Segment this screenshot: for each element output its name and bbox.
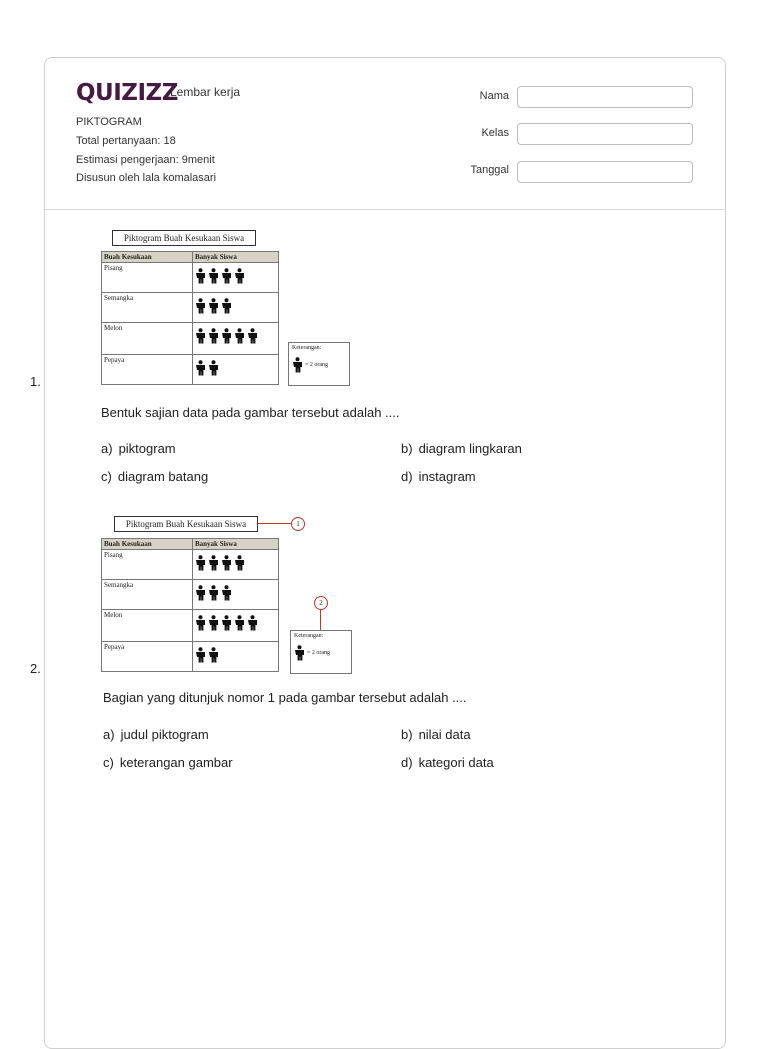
date-label: Tanggal xyxy=(470,164,509,176)
person-icon xyxy=(208,647,219,663)
person-icons xyxy=(195,264,276,284)
option-a[interactable]: a) piktogram xyxy=(101,441,176,456)
option-d[interactable]: d) kategori data xyxy=(401,755,494,770)
pictogram-legend xyxy=(290,630,352,674)
person-icon xyxy=(195,585,206,601)
quizizz-logo: QUIZIZZ xyxy=(76,80,178,106)
person-icon xyxy=(195,615,206,631)
legend-text: = 2 orang xyxy=(305,362,329,368)
fruit-cell: Melon xyxy=(102,610,193,642)
person-icon xyxy=(208,298,219,314)
person-icon xyxy=(292,357,303,373)
option-c[interactable]: c) diagram batang xyxy=(101,469,209,484)
name-label: Nama xyxy=(479,90,509,102)
person-icon xyxy=(195,298,206,314)
callout-line xyxy=(257,523,291,524)
column-header: Banyak Siswa xyxy=(193,539,279,550)
pictogram-title: Piktogram Buah Kesukaan Siswa xyxy=(114,516,258,532)
total-questions: Total pertanyaan: 18 xyxy=(76,135,176,147)
question-number: 2. xyxy=(30,661,41,676)
person-icon xyxy=(294,645,305,661)
person-icon xyxy=(221,555,232,571)
person-icon xyxy=(195,647,206,663)
option-a[interactable]: a) judul piktogram xyxy=(103,727,209,742)
date-field[interactable] xyxy=(517,161,693,183)
person-icon xyxy=(221,298,232,314)
person-icon xyxy=(234,268,245,284)
person-icon xyxy=(208,268,219,284)
option-b[interactable]: b) nilai data xyxy=(401,727,471,742)
person-icon xyxy=(247,328,258,344)
question-text: Bagian yang ditunjuk nomor 1 pada gambar tersebut adalah .... xyxy=(103,690,467,705)
pictogram-table xyxy=(101,251,279,385)
option-b[interactable]: b) diagram lingkaran xyxy=(401,441,522,456)
fruit-cell: Pisang xyxy=(102,263,193,293)
person-icon xyxy=(208,360,219,376)
person-icon xyxy=(195,360,206,376)
callout-2: 2 xyxy=(314,596,328,610)
column-header: Buah Kesukaan xyxy=(102,252,193,263)
person-icons xyxy=(195,551,276,571)
class-label: Kelas xyxy=(481,127,509,139)
callout-line xyxy=(320,610,321,630)
class-field[interactable] xyxy=(517,123,693,145)
question-number: 1. xyxy=(30,374,41,389)
callout-1: 1 xyxy=(291,517,305,531)
option-d[interactable]: d) instagram xyxy=(401,469,476,484)
person-icon xyxy=(208,615,219,631)
person-icon xyxy=(221,615,232,631)
person-icon xyxy=(208,585,219,601)
person-icon xyxy=(221,328,232,344)
person-icon xyxy=(195,268,206,284)
person-icons xyxy=(195,581,276,601)
legend-title: Keterangan: xyxy=(294,633,324,639)
person-icon xyxy=(221,268,232,284)
fruit-cell: Pisang xyxy=(102,550,193,580)
person-icon xyxy=(208,328,219,344)
question-text: Bentuk sajian data pada gambar tersebut adalah .... xyxy=(101,405,400,420)
fruit-cell: Pepaya xyxy=(102,355,193,385)
legend-title: Keterangan: xyxy=(292,345,322,351)
person-icon xyxy=(195,555,206,571)
fruit-cell: Pepaya xyxy=(102,642,193,672)
pictogram-title: Piktogram Buah Kesukaan Siswa xyxy=(112,230,256,246)
name-field[interactable] xyxy=(517,86,693,108)
worksheet-label: Lembar kerja xyxy=(170,85,241,99)
fruit-cell: Semangka xyxy=(102,293,193,323)
person-icons xyxy=(195,643,276,663)
person-icon xyxy=(234,328,245,344)
pictogram-image-2 xyxy=(100,512,352,674)
person-icon xyxy=(208,555,219,571)
person-icons xyxy=(195,356,276,376)
person-icon xyxy=(195,328,206,344)
pictogram-table xyxy=(101,538,279,672)
pictogram-image-1 xyxy=(100,226,352,388)
option-c[interactable]: c) keterangan gambar xyxy=(103,755,233,770)
person-icon xyxy=(234,615,245,631)
person-icons xyxy=(195,324,276,344)
person-icon xyxy=(247,615,258,631)
person-icon xyxy=(234,555,245,571)
person-icon xyxy=(221,585,232,601)
person-icons xyxy=(195,294,276,314)
person-icons xyxy=(195,611,276,631)
fruit-cell: Melon xyxy=(102,323,193,355)
worksheet-header xyxy=(45,58,725,210)
legend-text: = 2 orang xyxy=(307,650,331,656)
column-header: Banyak Siswa xyxy=(193,252,279,263)
author: Disusun oleh lala komalasari xyxy=(76,172,217,184)
estimated-time: Estimasi pengerjaan: 9menit xyxy=(76,154,215,166)
column-header: Buah Kesukaan xyxy=(102,539,193,550)
worksheet-title: PIKTOGRAM xyxy=(76,116,142,128)
pictogram-legend xyxy=(288,342,350,386)
fruit-cell: Semangka xyxy=(102,580,193,610)
